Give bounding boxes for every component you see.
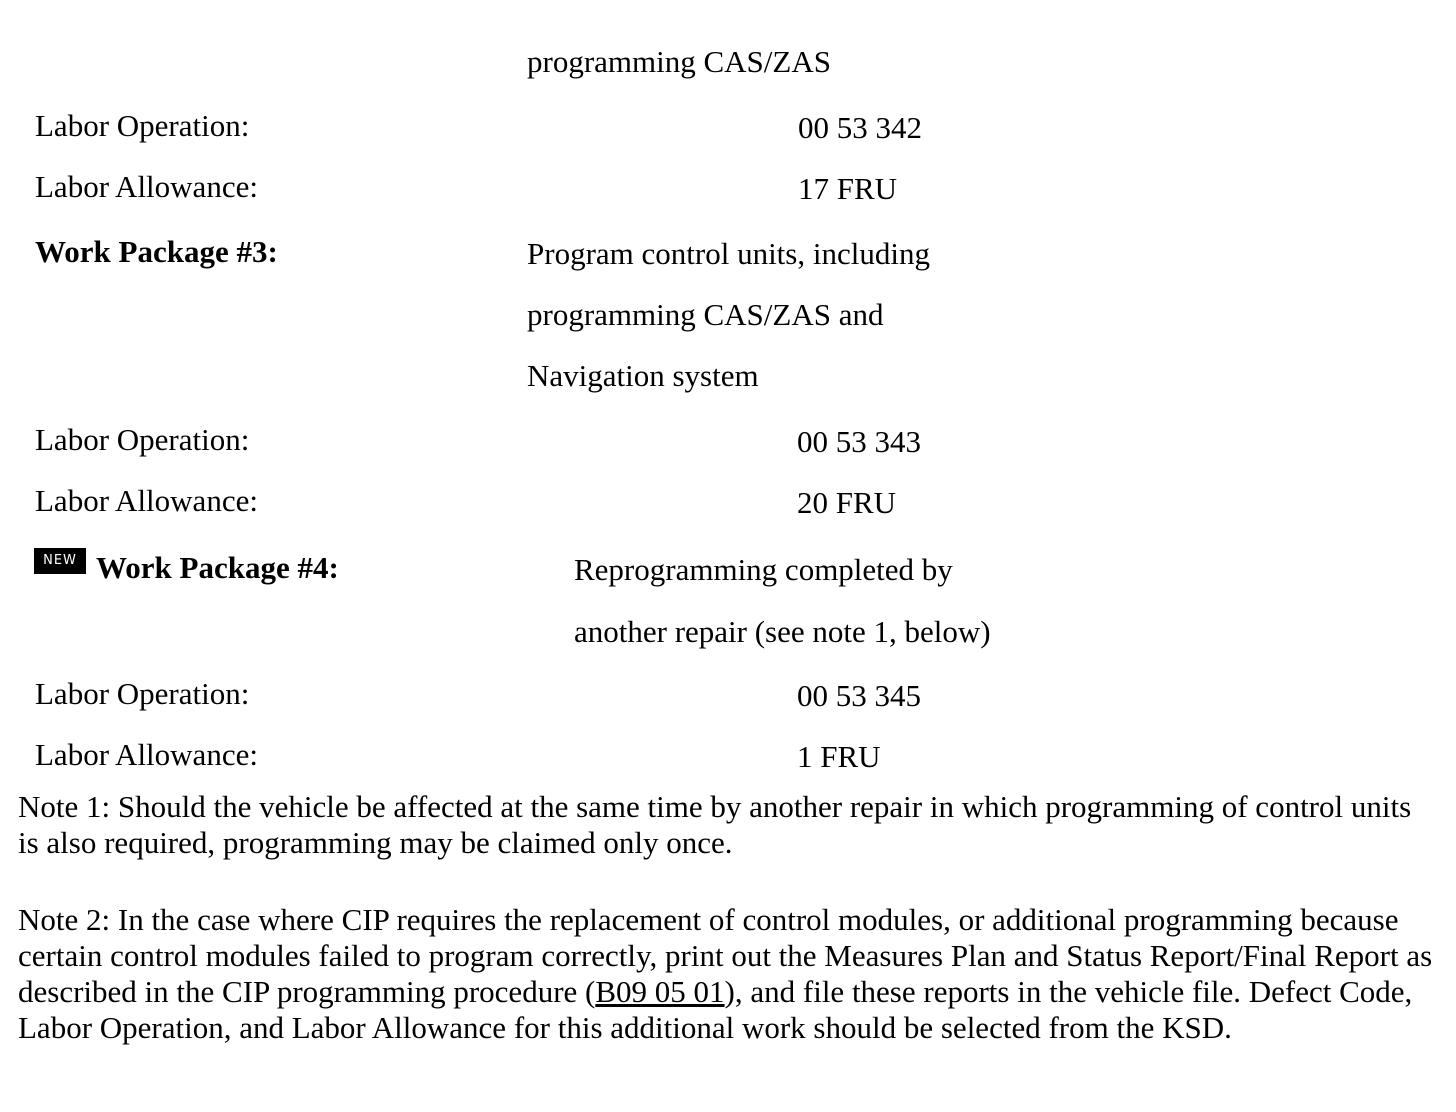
labor-allowance-label: Labor Allowance: <box>35 169 258 204</box>
labor-operation-label: Labor Operation: <box>35 108 250 143</box>
labor-operation-value: 00 53 342 <box>798 110 922 145</box>
note-2-text-before: Note 2: In the case where CIP requires the replacement of control modules, or additional programming because certain control modules failed to program correctly, print out the Measures Plan and Status Report/Final Report as described in the CIP programming procedure ( <box>18 902 1433 1009</box>
work-package-3-desc-line2: programming CAS/ZAS and <box>527 297 884 332</box>
work-package-4-desc-line2: another repair (see note 1, below) <box>574 614 991 649</box>
labor-operation-label: Labor Operation: <box>35 422 250 457</box>
labor-allowance-value: 1 FRU <box>797 739 881 774</box>
work-package-3-title: Work Package #3: <box>35 234 278 269</box>
note-2-text-after: ), and file these reports in the vehicle file. Defect Code, Labor Operation, and Labor Allowance for this additional work should be selected from the KSD. <box>18 974 1413 1045</box>
labor-allowance-value: 17 FRU <box>798 171 898 206</box>
work-package-3-desc-line3: Navigation system <box>527 358 759 393</box>
labor-operation-value: 00 53 343 <box>797 424 921 459</box>
note-2 <box>18 902 1433 1046</box>
continued-description: programming CAS/ZAS <box>527 44 831 79</box>
procedure-link[interactable]: B09 05 01 <box>595 974 725 1009</box>
work-package-3-desc-line1: Program control units, including <box>527 236 930 271</box>
labor-allowance-label: Labor Allowance: <box>35 483 258 518</box>
labor-operation-value: 00 53 345 <box>797 678 921 713</box>
work-package-4-title: Work Package #4: <box>96 550 339 585</box>
labor-operation-label: Labor Operation: <box>35 676 250 711</box>
note-1: Note 1: Should the vehicle be affected at the same time by another repair in which programming of control units is also required, programming may be claimed only once. <box>18 789 1412 860</box>
labor-allowance-label: Labor Allowance: <box>35 737 258 772</box>
labor-allowance-value: 20 FRU <box>797 485 897 520</box>
work-package-4-desc-line1: Reprogramming completed by <box>574 552 953 587</box>
new-badge-icon: NEW <box>34 548 86 574</box>
